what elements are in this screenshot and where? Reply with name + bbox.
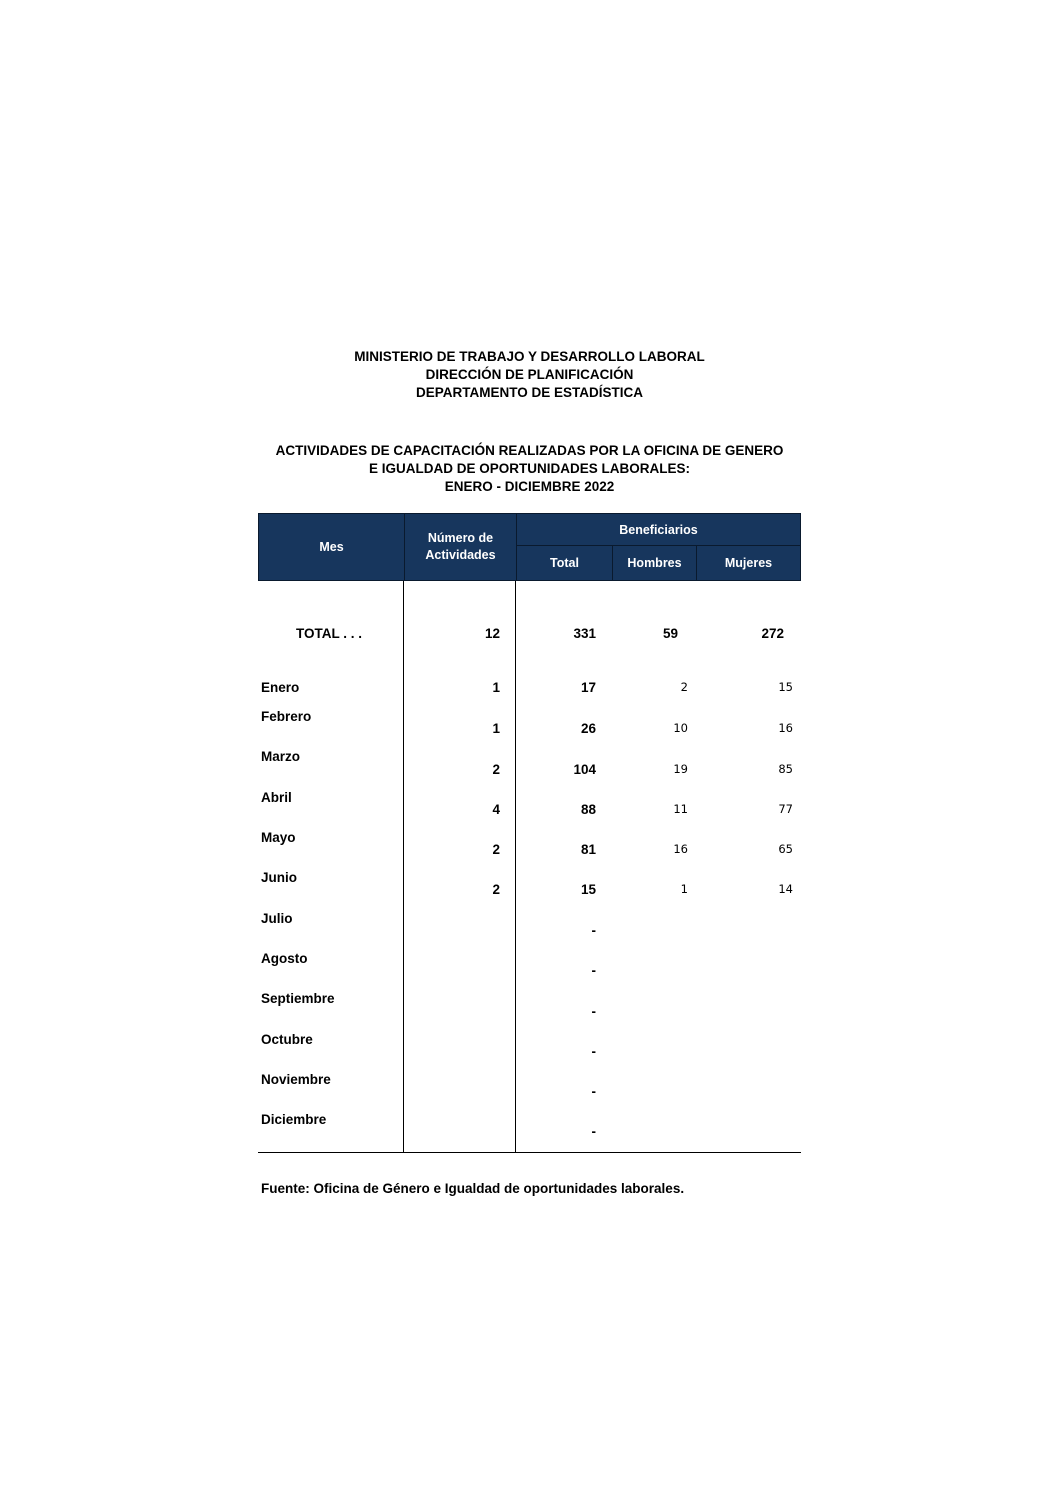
month-total: 104 bbox=[573, 762, 596, 777]
total-row-total: 331 bbox=[573, 626, 596, 641]
month-hombres: 2 bbox=[680, 680, 688, 694]
document-title bbox=[258, 442, 801, 496]
month-actividades: 4 bbox=[492, 802, 500, 817]
month-hombres: 19 bbox=[673, 762, 688, 776]
source-note: Fuente: Oficina de Género e Igualdad de oportunidades laborales. bbox=[261, 1181, 685, 1196]
month-actividades: 2 bbox=[492, 882, 500, 897]
month-label: Abril bbox=[261, 790, 292, 805]
column-header-actividades-line1: Número de bbox=[427, 531, 494, 545]
column-header-beneficiarios: Beneficiarios bbox=[619, 522, 698, 537]
column-header-actividades bbox=[405, 514, 516, 580]
month-total: - bbox=[591, 1124, 596, 1139]
month-total: 15 bbox=[580, 882, 596, 897]
org-line-department: DEPARTAMENTO DE ESTADÍSTICA bbox=[415, 385, 643, 400]
month-total: - bbox=[591, 1044, 596, 1059]
month-total: - bbox=[591, 963, 596, 978]
month-hombres: 11 bbox=[673, 802, 688, 816]
month-mujeres: 16 bbox=[778, 721, 793, 735]
month-mujeres: 14 bbox=[778, 882, 793, 896]
month-actividades: 2 bbox=[492, 762, 500, 777]
month-mujeres: 15 bbox=[778, 680, 793, 694]
month-hombres: 1 bbox=[680, 882, 688, 896]
month-label: Julio bbox=[261, 911, 293, 926]
month-total: 17 bbox=[580, 680, 596, 695]
month-hombres: 10 bbox=[673, 721, 688, 735]
month-mujeres: 77 bbox=[778, 802, 793, 816]
title-line-1: ACTIVIDADES DE CAPACITACIÓN REALIZADAS POR LA OFICINA DE GENERO bbox=[275, 443, 784, 458]
month-actividades: 1 bbox=[492, 721, 500, 736]
month-mujeres: 85 bbox=[778, 762, 793, 776]
org-line-direction: DIRECCIÓN DE PLANIFICACIÓN bbox=[425, 367, 634, 382]
table-header bbox=[258, 513, 801, 581]
organization-header bbox=[258, 348, 801, 402]
total-row-hombres: 59 bbox=[662, 626, 678, 641]
month-total: 26 bbox=[580, 721, 596, 736]
month-label: Enero bbox=[261, 680, 300, 695]
column-header-hombres: Hombres bbox=[627, 556, 682, 570]
month-label: Marzo bbox=[261, 749, 301, 764]
month-label: Diciembre bbox=[261, 1112, 327, 1127]
total-row-mujeres: 272 bbox=[761, 626, 784, 641]
month-label: Septiembre bbox=[261, 991, 335, 1006]
month-label: Junio bbox=[261, 870, 297, 885]
title-line-2: E IGUALDAD DE OPORTUNIDADES LABORALES: bbox=[368, 461, 690, 476]
month-total: - bbox=[591, 1004, 596, 1019]
month-label: Mayo bbox=[261, 830, 296, 845]
month-total: 81 bbox=[580, 842, 596, 857]
month-label: Febrero bbox=[261, 709, 312, 724]
month-label: Octubre bbox=[261, 1032, 313, 1047]
column-header-mes: Mes bbox=[319, 540, 344, 554]
month-hombres: 16 bbox=[673, 842, 688, 856]
month-actividades: 1 bbox=[492, 680, 500, 695]
month-total: - bbox=[591, 923, 596, 938]
month-actividades: 2 bbox=[492, 842, 500, 857]
table-body bbox=[258, 581, 801, 1153]
total-row-label: TOTAL . . . bbox=[296, 626, 363, 641]
month-total: 88 bbox=[580, 802, 596, 817]
total-row-actividades: 12 bbox=[484, 626, 500, 641]
month-mujeres: 65 bbox=[778, 842, 793, 856]
org-line-ministry: MINISTERIO DE TRABAJO Y DESARROLLO LABORAL bbox=[354, 349, 705, 364]
month-label: Agosto bbox=[261, 951, 308, 966]
month-label: Noviembre bbox=[261, 1072, 331, 1087]
month-total: - bbox=[591, 1084, 596, 1099]
title-line-3: ENERO - DICIEMBRE 2022 bbox=[444, 479, 615, 494]
column-header-mujeres: Mujeres bbox=[724, 556, 773, 570]
column-header-total: Total bbox=[550, 556, 579, 570]
column-header-actividades-line2: Actividades bbox=[425, 548, 496, 562]
